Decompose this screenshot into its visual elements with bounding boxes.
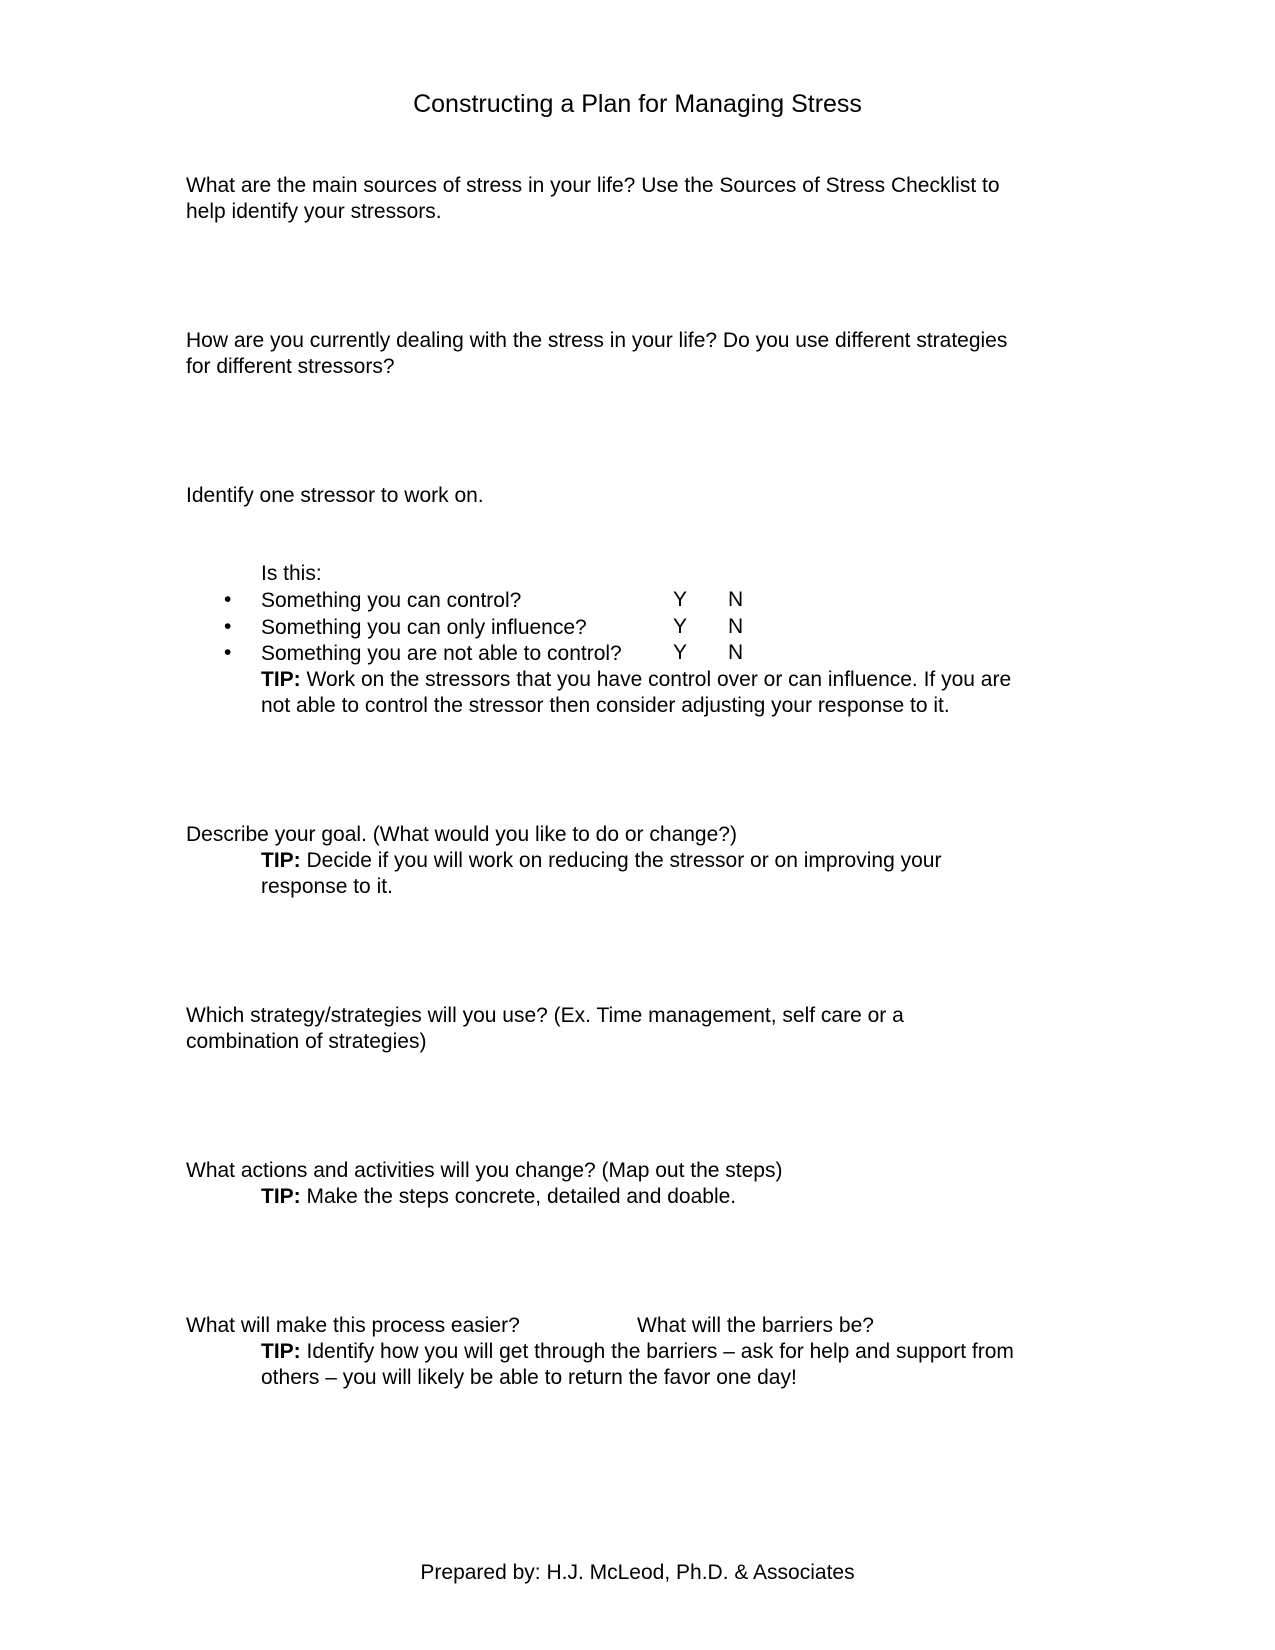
checklist-intro: Is this: [261,562,322,585]
no-option[interactable]: N [728,615,744,638]
sources-question-line2: help identify your stressors. [186,200,442,223]
tip-label: TIP: [261,1185,301,1208]
checklist-item-label: Something you can only influence? [261,616,587,639]
goal-prompt: Describe your goal. (What would you like to do or change?) [186,823,737,846]
bullet-icon: • [224,588,232,611]
checklist-item-label: Something you can control? [261,589,522,612]
goal-tip-line2: response to it. [261,875,393,898]
bullet-icon: • [224,615,232,638]
easier-question: What will make this process easier? [186,1314,520,1337]
process-tip-line2: others – you will likely be able to return the favor one day! [261,1366,797,1389]
goal-tip-line1 [261,848,941,874]
checklist-tip-line2: not able to control the stressor then consider adjusting your response to it. [261,694,950,717]
no-option[interactable]: N [728,641,744,664]
tip-label: TIP: [261,1340,301,1363]
strategy-question-line1: Which strategy/strategies will you use? (Ex. Time management, self care or a [186,1004,904,1027]
coping-question-line1: How are you currently dealing with the stress in your life? Do you use different strategies [186,329,1008,352]
tip-text: Decide if you will work on reducing the stressor or on improving your [300,849,942,872]
footer-credit: Prepared by: H.J. McLeod, Ph.D. & Associates [420,1561,855,1584]
strategy-question-line2: combination of strategies) [186,1030,427,1053]
barriers-question: What will the barriers be? [637,1314,874,1337]
tip-text: Work on the stressors that you have control over or can influence. If you are [300,668,1012,691]
no-option[interactable]: N [728,588,744,611]
tip-text: Make the steps concrete, detailed and doable. [300,1185,737,1208]
bullet-icon: • [224,641,232,664]
tip-label: TIP: [261,849,301,872]
process-tip-line1 [261,1339,1014,1365]
tip-label: TIP: [261,668,301,691]
actions-tip-line1 [261,1184,736,1210]
identify-stressor-prompt: Identify one stressor to work on. [186,484,484,507]
yes-option[interactable]: Y [673,641,688,664]
coping-question-line2: for different stressors? [186,355,395,378]
tip-text: Identify how you will get through the barriers – ask for help and support from [300,1340,1014,1363]
page-title: Constructing a Plan for Managing Stress [413,90,862,118]
checklist-item-label: Something you are not able to control? [261,642,622,665]
actions-question: What actions and activities will you change? (Map out the steps) [186,1159,783,1182]
yes-option[interactable]: Y [673,588,688,611]
yes-option[interactable]: Y [673,615,688,638]
sources-question-line1: What are the main sources of stress in your life? Use the Sources of Stress Checklist to [186,174,1000,197]
checklist-tip-line1 [261,667,1011,693]
